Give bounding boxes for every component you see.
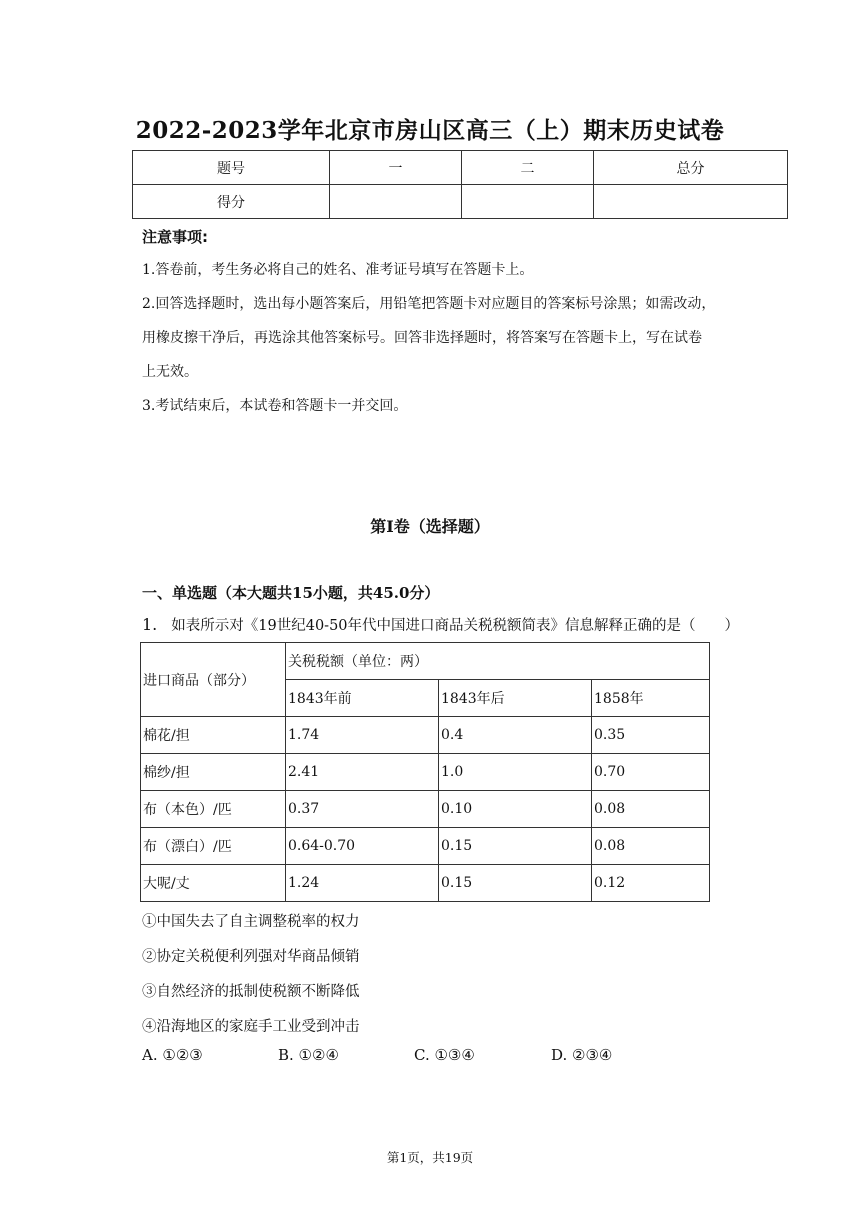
table-row bbox=[141, 717, 710, 754]
note-item: 用橡皮擦干净后，再选涂其他答案标号。回答非选择题时，将答案写在答题卡上，写在试卷 bbox=[142, 330, 702, 346]
score-header-cell: 一 bbox=[330, 151, 462, 185]
tariff-value: 0.08 bbox=[592, 791, 710, 828]
tariff-value: 0.08 bbox=[592, 828, 710, 865]
table-row bbox=[141, 791, 710, 828]
tariff-value: 0.15 bbox=[439, 828, 592, 865]
question-number: 1. bbox=[142, 615, 158, 634]
option-d: D. ②③④ bbox=[551, 1046, 613, 1064]
score-table-header-row bbox=[133, 151, 788, 185]
tariff-value: 0.4 bbox=[439, 717, 592, 754]
option-a: A. ①②③ bbox=[142, 1046, 203, 1064]
option-c: C. ①③④ bbox=[414, 1046, 475, 1064]
page-title: 2022-2023学年北京市房山区高三（上）期末历史试卷 bbox=[135, 117, 725, 144]
statement: ④沿海地区的家庭手工业受到冲击 bbox=[142, 1019, 360, 1035]
note-item: 上无效。 bbox=[142, 364, 198, 380]
score-row-label: 得分 bbox=[133, 185, 330, 219]
part-title: 一、单选题（本大题共15小题，共45.0分） bbox=[142, 584, 440, 602]
note-item: 2.回答选择题时，选出每小题答案后，用铅笔把答题卡对应题目的答案标号涂黑；如需改动， bbox=[142, 296, 716, 312]
score-table bbox=[132, 150, 788, 219]
score-cell-1 bbox=[330, 185, 462, 219]
table-row bbox=[141, 828, 710, 865]
table-row bbox=[141, 754, 710, 791]
page-footer: 第1页，共19页 bbox=[386, 1150, 474, 1165]
statement: ①中国失去了自主调整税率的权力 bbox=[142, 914, 360, 930]
tariff-value: 0.37 bbox=[286, 791, 439, 828]
section-title: 第I卷（选择题） bbox=[370, 517, 490, 536]
question-text: 如表所示对《19世纪40-50年代中国进口商品关税税额简表》信息解释正确的是（ ） bbox=[171, 618, 740, 634]
tariff-value: 0.10 bbox=[439, 791, 592, 828]
tariff-value: 0.35 bbox=[592, 717, 710, 754]
tariff-value: 0.70 bbox=[592, 754, 710, 791]
statement: ③自然经济的抵制使税额不断降低 bbox=[142, 984, 360, 1000]
tariff-item: 棉纱/担 bbox=[141, 754, 286, 791]
tariff-col-header: 1858年 bbox=[592, 680, 710, 717]
tariff-col-header: 1843年前 bbox=[286, 680, 439, 717]
tariff-value: 2.41 bbox=[286, 754, 439, 791]
tariff-group-header: 关税税额（单位：两） bbox=[286, 643, 710, 680]
score-cell-total bbox=[594, 185, 788, 219]
tariff-item: 布（漂白）/匹 bbox=[141, 828, 286, 865]
tariff-row-header: 进口商品（部分） bbox=[141, 643, 286, 717]
score-header-cell: 题号 bbox=[133, 151, 330, 185]
tariff-item: 棉花/担 bbox=[141, 717, 286, 754]
table-row bbox=[141, 865, 710, 902]
score-header-cell: 总分 bbox=[594, 151, 788, 185]
tariff-value: 0.15 bbox=[439, 865, 592, 902]
note-item: 1.答卷前，考生务必将自己的姓名、准考证号填写在答题卡上。 bbox=[142, 262, 534, 278]
tariff-col-header: 1843年后 bbox=[439, 680, 592, 717]
tariff-value: 0.12 bbox=[592, 865, 710, 902]
tariff-value: 1.0 bbox=[439, 754, 592, 791]
tariff-item: 大呢/丈 bbox=[141, 865, 286, 902]
score-cell-2 bbox=[462, 185, 594, 219]
note-item: 3.考试结束后，本试卷和答题卡一并交回。 bbox=[142, 398, 408, 414]
score-header-cell: 二 bbox=[462, 151, 594, 185]
option-b: B. ①②④ bbox=[278, 1046, 339, 1064]
question-1-stem bbox=[142, 614, 739, 635]
tariff-item: 布（本色）/匹 bbox=[141, 791, 286, 828]
tariff-table bbox=[140, 642, 710, 902]
tariff-value: 0.64-0.70 bbox=[286, 828, 439, 865]
tariff-group-row bbox=[141, 643, 710, 680]
score-table-row bbox=[133, 185, 788, 219]
tariff-value: 1.24 bbox=[286, 865, 439, 902]
notes-heading: 注意事项: bbox=[142, 228, 208, 246]
statement: ②协定关税便利列强对华商品倾销 bbox=[142, 949, 360, 965]
tariff-value: 1.74 bbox=[286, 717, 439, 754]
